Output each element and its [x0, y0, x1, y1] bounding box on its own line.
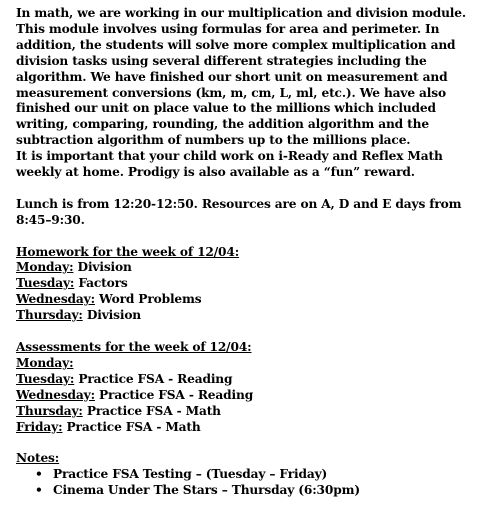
spacer [16, 435, 484, 451]
notes-list [16, 467, 484, 499]
homework-task: Division [77, 260, 132, 275]
assessment-day: Thursday: [16, 403, 83, 418]
assessment-task: Practice FSA - Reading [99, 387, 254, 402]
assessment-row [16, 372, 484, 388]
assessments-heading: Assessments for the week of 12/04: [16, 339, 252, 354]
notes-section [16, 451, 484, 499]
homework-task: Division [86, 308, 142, 323]
assessment-task: Practice FSA - Math [66, 419, 201, 434]
intro-paragraph-online-practice: It is important that your child work on i-Ready and Reflex Math weekly at home. Prodigy is also available as a “fun” reward. [16, 149, 443, 180]
homework-day: Thursday: [16, 308, 83, 323]
assessment-row [16, 356, 484, 372]
spacer [16, 324, 484, 340]
assessment-day: Wednesday: [16, 387, 95, 402]
list-item [16, 483, 484, 499]
bullet-icon: • [35, 483, 43, 498]
assessments-section [16, 340, 484, 435]
spacer [16, 181, 484, 197]
homework-row [16, 308, 484, 324]
assessment-day: Friday: [16, 419, 63, 434]
list-item [16, 467, 484, 483]
assessment-day: Monday: [16, 355, 74, 370]
schedule-paragraph: Lunch is from 12:20-12:50. Resources are on A, D and E days from 8:45–9:30. [16, 196, 462, 227]
assessment-row [16, 388, 484, 404]
homework-day: Monday: [16, 260, 74, 275]
spacer [16, 229, 484, 245]
assessment-row [16, 420, 484, 436]
assessment-row [16, 404, 484, 420]
bullet-icon: • [35, 467, 43, 482]
assessment-task: Practice FSA - Math [86, 403, 221, 418]
homework-task: Word Problems [99, 292, 202, 307]
note-text: Cinema Under The Stars – Thursday (6:30pm) [53, 483, 360, 498]
homework-heading: Homework for the week of 12/04: [16, 244, 240, 259]
homework-row [16, 292, 484, 308]
note-text: Practice FSA Testing – (Tuesday – Friday) [53, 467, 328, 482]
assessment-day: Tuesday: [16, 371, 75, 386]
homework-day: Wednesday: [16, 292, 95, 307]
homework-section [16, 245, 484, 325]
homework-row [16, 276, 484, 292]
newsletter-document [16, 6, 484, 499]
homework-task: Factors [78, 276, 128, 291]
assessment-task: Practice FSA - Reading [78, 371, 233, 386]
homework-row [16, 260, 484, 276]
notes-heading: Notes: [16, 451, 60, 466]
homework-day: Tuesday: [16, 276, 75, 291]
intro-paragraph-math: In math, we are working in our multiplication and division module. This module involves using formulas for area and perimeter. In addition, the students will solve more complex multiplication and division tasks using several different strategies including the algorithm. We have finished our short unit on measurement and measurement conversions (km, m, cm, L, ml, etc.). We have also finished our unit on place value to the millions which included writing, comparing, rounding, the addition algorithm and the subtraction algorithm of numbers up to the millions place. [16, 6, 466, 148]
